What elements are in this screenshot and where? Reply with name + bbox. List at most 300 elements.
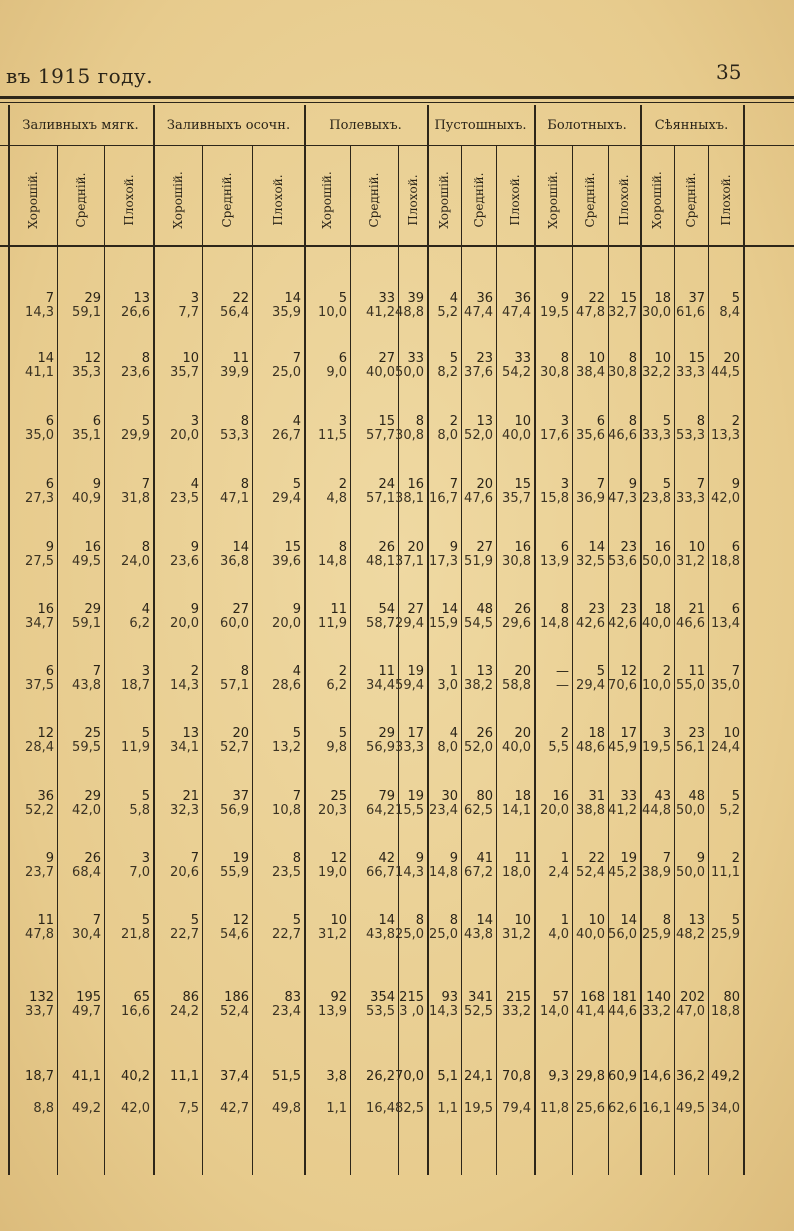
cell-value: 27 [407, 602, 424, 617]
cell-percent: 32,2 [642, 365, 671, 380]
cell-percent: 35,7 [170, 365, 199, 380]
cell-percent: 42,0 [121, 1101, 150, 1116]
cell-percent: 32,3 [170, 803, 199, 818]
table-cell [255, 991, 301, 1019]
cell-percent: 30,8 [608, 365, 637, 380]
cell-value: 19 [620, 851, 637, 866]
cell-value: 13 [476, 664, 493, 679]
table-cell [104, 852, 150, 880]
cell-percent: 59,1 [72, 616, 101, 631]
cell-percent: 19,0 [318, 865, 347, 880]
table-cell [694, 1070, 740, 1116]
table-cell [301, 1070, 347, 1116]
cell-percent: 33,3 [676, 491, 705, 506]
cell-percent: 36,9 [576, 491, 605, 506]
cell-percent: 35,7 [502, 491, 531, 506]
subheader-label: Средній. [684, 172, 698, 228]
cell-percent: 52,2 [25, 803, 54, 818]
cell-percent: 47,6 [464, 491, 493, 506]
cell-value: 14 [37, 351, 54, 366]
table-cell [104, 665, 150, 693]
cell-percent: 16,1 [642, 1101, 671, 1116]
cell-percent: 18,0 [502, 865, 531, 880]
cell-value: 5 [292, 913, 301, 928]
cell-percent: 38,2 [464, 678, 493, 693]
cell-percent: 24,2 [170, 1004, 199, 1019]
cell-percent: 34,1 [170, 740, 199, 755]
cell-percent: 30,0 [642, 305, 671, 320]
cell-value: 181 [612, 990, 637, 1005]
cell-percent: 37,5 [25, 678, 54, 693]
cell-percent: 20,0 [540, 803, 569, 818]
group-header: Полевыхъ. [329, 118, 402, 133]
cell-percent: 43,8 [366, 927, 395, 942]
cell-percent: 10,0 [642, 678, 671, 693]
table-cell [104, 991, 150, 1019]
cell-percent: 82,5 [395, 1101, 424, 1116]
cell-percent: 47,8 [576, 305, 605, 320]
cell-value: 25 [330, 789, 347, 804]
cell-value: 22 [232, 291, 249, 306]
cell-value: 8 [240, 414, 249, 429]
cell-value: 11,1 [170, 1069, 199, 1084]
cell-value: 27 [378, 351, 395, 366]
cell-percent: 15,9 [429, 616, 458, 631]
cell-percent: 51,9 [464, 554, 493, 569]
table-cell [203, 541, 249, 569]
cell-value: 37 [688, 291, 705, 306]
cell-percent: 23,4 [272, 1004, 301, 1019]
cell-value: 65 [133, 990, 150, 1005]
cell-percent: 14,3 [395, 865, 424, 880]
cell-value: 10 [654, 351, 671, 366]
cell-percent: 42,6 [576, 616, 605, 631]
cell-value: 14 [441, 602, 458, 617]
table-cell [55, 727, 101, 755]
cell-value: 5 [731, 789, 740, 804]
table-cell [203, 665, 249, 693]
cell-value: 23 [620, 540, 637, 555]
table-cell [153, 478, 199, 506]
cell-percent: 42,7 [220, 1101, 249, 1116]
cell-percent: 10,0 [318, 305, 347, 320]
cell-value: 9 [628, 477, 637, 492]
cell-percent: 32,5 [576, 554, 605, 569]
cell-value: 5 [731, 913, 740, 928]
cell-value: 4 [449, 726, 458, 741]
table-cell [8, 991, 54, 1019]
cell-percent: 33,3 [395, 740, 424, 755]
cell-percent: 42,0 [711, 491, 740, 506]
cell-percent: 47,0 [676, 1004, 705, 1019]
cell-percent: 7,0 [129, 865, 150, 880]
cell-value: 29 [84, 789, 101, 804]
cell-percent: 47,1 [220, 491, 249, 506]
cell-value: 41 [476, 851, 493, 866]
cell-percent: 14,3 [25, 305, 54, 320]
cell-percent: 14,3 [429, 1004, 458, 1019]
cell-percent: 29,4 [395, 616, 424, 631]
table-cell [8, 352, 54, 380]
cell-percent: 38,8 [576, 803, 605, 818]
cell-percent: 46,6 [676, 616, 705, 631]
table-cell [255, 352, 301, 380]
cell-percent: 23,6 [121, 365, 150, 380]
cell-value: 3,8 [326, 1069, 347, 1084]
cell-percent: 50,0 [676, 865, 705, 880]
cell-percent: 33,3 [642, 428, 671, 443]
cell-value: 2 [338, 477, 347, 492]
cell-value: 29,8 [576, 1069, 605, 1084]
table-cell [153, 603, 199, 631]
cell-percent: 15,5 [395, 803, 424, 818]
cell-percent: 8,4 [719, 305, 740, 320]
cell-percent: 49,5 [676, 1101, 705, 1116]
cell-value: 195 [76, 990, 101, 1005]
cell-value: 7 [92, 664, 101, 679]
cell-value: 4 [292, 664, 301, 679]
cell-value: 23 [588, 602, 605, 617]
table-cell [694, 991, 740, 1019]
cell-percent: 53,5 [366, 1004, 395, 1019]
cell-value: 24 [378, 477, 395, 492]
table-cell [153, 914, 199, 942]
table-cell [694, 914, 740, 942]
cell-value: 202 [680, 990, 705, 1005]
subheader-label: Средній. [367, 172, 381, 228]
cell-percent: 20,0 [272, 616, 301, 631]
cell-value: 1 [560, 851, 569, 866]
cell-value: 70,0 [395, 1069, 424, 1084]
subheader-label: Плохой. [121, 174, 136, 226]
cell-percent: 56,4 [220, 305, 249, 320]
table-cell [104, 292, 150, 320]
table-cell [8, 415, 54, 443]
cell-value: 21 [182, 789, 199, 804]
table-cell [694, 665, 740, 693]
cell-percent: 33,7 [25, 1004, 54, 1019]
cell-value: 16 [552, 789, 569, 804]
cell-value: 51,5 [272, 1069, 301, 1084]
cell-percent: 27,3 [25, 491, 54, 506]
cell-value: 11 [37, 913, 54, 928]
cell-percent: 47,8 [25, 927, 54, 942]
cell-percent: 46,6 [608, 428, 637, 443]
cell-value: 9 [292, 602, 301, 617]
cell-percent: 14,8 [318, 554, 347, 569]
top-rule [0, 96, 794, 99]
cell-percent: 61,6 [676, 305, 705, 320]
cell-value: 8 [560, 602, 569, 617]
table-cell [55, 790, 101, 818]
cell-percent: 52,0 [464, 740, 493, 755]
cell-value: 8 [338, 540, 347, 555]
cell-value: 5 [141, 414, 150, 429]
table-cell [203, 292, 249, 320]
cell-value: 6 [45, 414, 54, 429]
cell-percent: 70,6 [608, 678, 637, 693]
table-cell [153, 852, 199, 880]
cell-percent: 5,2 [437, 305, 458, 320]
table-cell [255, 603, 301, 631]
cell-percent: 48,6 [576, 740, 605, 755]
cell-percent: 47,4 [502, 305, 531, 320]
cell-value: 3 [190, 414, 199, 429]
table-cell [255, 415, 301, 443]
cell-percent: 24,0 [121, 554, 150, 569]
cell-value: 2 [731, 851, 740, 866]
cell-percent: 1,1 [326, 1101, 347, 1116]
cell-value: 5 [662, 477, 671, 492]
cell-percent: 15,8 [540, 491, 569, 506]
cell-percent: 56,9 [220, 803, 249, 818]
table-cell [301, 665, 347, 693]
cell-percent: 52,5 [464, 1004, 493, 1019]
cell-value: 9 [45, 851, 54, 866]
cell-value: — [556, 664, 569, 679]
cell-value: 341 [468, 990, 493, 1005]
column-rule [252, 145, 253, 1175]
cell-percent: 35,0 [25, 428, 54, 443]
cell-value: 8 [449, 913, 458, 928]
cell-value: 5 [338, 726, 347, 741]
cell-value: 7 [45, 291, 54, 306]
cell-percent: 16,6 [121, 1004, 150, 1019]
cell-value: 9,3 [548, 1069, 569, 1084]
cell-value: 6 [45, 477, 54, 492]
table-cell [104, 727, 150, 755]
cell-percent: 18,7 [121, 678, 150, 693]
cell-value: 13 [476, 414, 493, 429]
cell-value: 140 [646, 990, 671, 1005]
cell-value: 9 [45, 540, 54, 555]
cell-value: 23 [620, 602, 637, 617]
cell-percent: 48,2 [676, 927, 705, 942]
cell-value: 5 [292, 477, 301, 492]
cell-value: 43 [654, 789, 671, 804]
cell-percent: 6,2 [129, 616, 150, 631]
cell-percent: 33,2 [502, 1004, 531, 1019]
cell-percent: 31,2 [318, 927, 347, 942]
cell-value: 9 [190, 540, 199, 555]
cell-value: 11 [330, 602, 347, 617]
cell-percent: 9,0 [326, 365, 347, 380]
table-cell [55, 541, 101, 569]
cell-percent: 52,4 [220, 1004, 249, 1019]
cell-percent: 35,0 [711, 678, 740, 693]
cell-value: 12 [84, 351, 101, 366]
subheader-label: Плохой. [718, 174, 733, 226]
table-cell [301, 852, 347, 880]
cell-value: 41,1 [72, 1069, 101, 1084]
cell-value: 5 [596, 664, 605, 679]
cell-percent: 53,6 [608, 554, 637, 569]
cell-value: 15 [514, 477, 531, 492]
cell-percent: 22,7 [272, 927, 301, 942]
cell-percent: 33,2 [642, 1004, 671, 1019]
table-cell [104, 478, 150, 506]
cell-value: 14 [588, 540, 605, 555]
cell-percent: 54,6 [220, 927, 249, 942]
table-cell [104, 1070, 150, 1116]
cell-value: 93 [441, 990, 458, 1005]
cell-percent: 53,3 [676, 428, 705, 443]
cell-percent: 50,0 [395, 365, 424, 380]
cell-value: 26 [84, 851, 101, 866]
cell-value: 10 [688, 540, 705, 555]
cell-percent: 59,1 [72, 305, 101, 320]
cell-percent: 8,2 [437, 365, 458, 380]
table-cell [55, 914, 101, 942]
cell-value: 14 [620, 913, 637, 928]
table-cell [694, 541, 740, 569]
cell-percent: 64,2 [366, 803, 395, 818]
cell-value: 12 [330, 851, 347, 866]
cell-percent: 23,5 [170, 491, 199, 506]
cell-percent: 13,3 [711, 428, 740, 443]
cell-value: 5 [190, 913, 199, 928]
cell-value: 6 [92, 414, 101, 429]
cell-value: 3 [560, 477, 569, 492]
cell-percent: 2,4 [548, 865, 569, 880]
cell-value: 16 [37, 602, 54, 617]
cell-percent: 52,0 [464, 428, 493, 443]
cell-percent: 18,8 [711, 1004, 740, 1019]
cell-value: 37,4 [220, 1069, 249, 1084]
cell-percent: 17,6 [540, 428, 569, 443]
subheader-label: Плохой. [617, 174, 631, 226]
cell-value: 7 [662, 851, 671, 866]
cell-percent: 31,2 [502, 927, 531, 942]
cell-value: 3 [141, 851, 150, 866]
group-header: Сѣянныхъ. [654, 118, 729, 133]
table-cell [55, 415, 101, 443]
table-cell [694, 292, 740, 320]
cell-value: 92 [330, 990, 347, 1005]
cell-value: 354 [370, 990, 395, 1005]
cell-percent: 35,3 [72, 365, 101, 380]
cell-percent: 11,1 [711, 865, 740, 880]
table-cell [255, 541, 301, 569]
cell-value: 48 [688, 789, 705, 804]
subheader-label: Плохой. [271, 174, 285, 226]
cell-percent: 25,9 [711, 927, 740, 942]
table-cell [203, 352, 249, 380]
table-cell [255, 914, 301, 942]
cell-percent: 34,0 [711, 1101, 740, 1116]
cell-percent: 43,8 [464, 927, 493, 942]
table-cell [301, 478, 347, 506]
subheader-label: Хорошій. [320, 171, 334, 229]
cell-percent: 60,0 [220, 616, 249, 631]
table-cell [301, 603, 347, 631]
cell-value: 15 [620, 291, 637, 306]
cell-value: 3 [190, 291, 199, 306]
cell-percent: 37,1 [395, 554, 424, 569]
table-cell [8, 292, 54, 320]
cell-value: 21 [688, 602, 705, 617]
cell-value: 168 [580, 990, 605, 1005]
cell-percent: 28,4 [25, 740, 54, 755]
table-cell [55, 292, 101, 320]
table-cell [153, 292, 199, 320]
cell-percent: 29,9 [121, 428, 150, 443]
cell-value: 13 [133, 291, 150, 306]
cell-percent: 3,0 [437, 678, 458, 693]
cell-percent: 68,4 [72, 865, 101, 880]
table-cell [203, 478, 249, 506]
cell-percent: 6,2 [326, 678, 347, 693]
table-cell [55, 991, 101, 1019]
cell-value: 57 [552, 990, 569, 1005]
cell-percent: 57,1 [366, 491, 395, 506]
cell-value: 7 [449, 477, 458, 492]
cell-percent: 20,0 [170, 428, 199, 443]
cell-value: 8 [415, 913, 424, 928]
cell-value: 5 [449, 351, 458, 366]
cell-percent: 44,6 [608, 1004, 637, 1019]
cell-value: 25 [84, 726, 101, 741]
cell-percent: 41,2 [608, 803, 637, 818]
cell-percent: 43,8 [72, 678, 101, 693]
cell-percent: 59,5 [72, 740, 101, 755]
table-cell [153, 541, 199, 569]
cell-value: 8 [662, 913, 671, 928]
cell-value: 10 [588, 351, 605, 366]
cell-percent: 25,0 [429, 927, 458, 942]
subheader-label: Средній. [583, 172, 597, 228]
cell-percent: 56,9 [366, 740, 395, 755]
cell-value: 3 [338, 414, 347, 429]
table-cell [694, 603, 740, 631]
cell-percent: 30,4 [72, 927, 101, 942]
cell-value: 83 [284, 990, 301, 1005]
table-cell [203, 727, 249, 755]
cell-percent: 22,7 [170, 927, 199, 942]
cell-percent: 4,8 [326, 491, 347, 506]
cell-percent: 41,4 [576, 1004, 605, 1019]
table-cell [104, 914, 150, 942]
cell-percent: 67,2 [464, 865, 493, 880]
cell-value: 16 [84, 540, 101, 555]
cell-percent: 13,4 [711, 616, 740, 631]
cell-percent: 42,6 [608, 616, 637, 631]
table-cell [104, 415, 150, 443]
cell-percent: — [556, 678, 569, 693]
cell-percent: 5,8 [129, 803, 150, 818]
table-cell [104, 790, 150, 818]
cell-value: 9 [449, 540, 458, 555]
table-cell [694, 478, 740, 506]
table-cell [203, 415, 249, 443]
cell-percent: 3 ,0 [399, 1004, 424, 1019]
table-cell [255, 790, 301, 818]
cell-percent: 41,2 [366, 305, 395, 320]
cell-value: 37 [232, 789, 249, 804]
cell-percent: 13,9 [540, 554, 569, 569]
cell-value: 11 [688, 664, 705, 679]
table-cell [55, 603, 101, 631]
cell-value: 13 [182, 726, 199, 741]
cell-percent: 35,9 [272, 305, 301, 320]
cell-percent: 14,8 [540, 616, 569, 631]
table-cell [104, 352, 150, 380]
cell-value: 14 [378, 913, 395, 928]
cell-percent: 5,5 [548, 740, 569, 755]
cell-value: 9 [696, 851, 705, 866]
table-cell [694, 727, 740, 755]
cell-value: 215 [399, 990, 424, 1005]
